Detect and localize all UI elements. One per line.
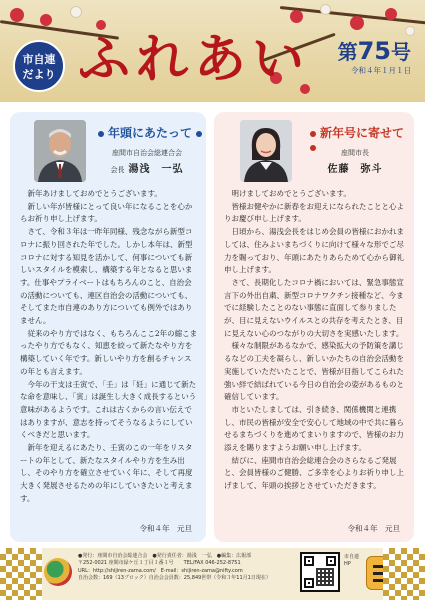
issue-date: 令和４年１月１日 xyxy=(351,66,411,75)
chairman-message xyxy=(10,112,206,542)
mayor-photo xyxy=(240,120,292,182)
chairman-role: 会長 xyxy=(110,166,125,174)
checker-pattern xyxy=(0,548,42,600)
paragraph: さて、令和３年は一昨年同様、残念ながら新型コロナに振り回された年でした。しかし本年は、新型コロナに対する知見を活かして、何事についても新しいスタイルを模索し、構築する年となると思います。仕事やプライベートはもちろんのこと、自治会の活動についても、連区自治会の活動についても、そしてまた市自連のあり方についても例外ではありません。 xyxy=(20,227,193,326)
checker-pattern xyxy=(383,548,425,600)
plum-blossom-icon xyxy=(385,8,397,20)
city-emblem-icon xyxy=(44,558,72,586)
masthead xyxy=(0,0,425,102)
title-dot-icon xyxy=(98,131,104,137)
address-line: 〒252-0021 座間市緑ケ丘１丁目１番１号 TEL/FAX 046-252-8751 xyxy=(78,560,241,567)
chairman-signoff: 令和４年 元旦 xyxy=(139,524,192,533)
chairman-title-text: 年頭にあたって xyxy=(108,126,193,140)
qr-label: 市自連HP xyxy=(344,554,360,567)
chairman-org: 座間市自治会総連合会 xyxy=(112,149,182,157)
stats-line: 自治会数：169（13ブロック）自治会会員数：25,849世帯（令和３年11月1日現在） xyxy=(78,574,271,581)
mayor-signoff: 令和４年 元旦 xyxy=(347,524,400,533)
qr-corner xyxy=(326,556,336,566)
issue-info xyxy=(337,37,411,76)
issue-number: 75 xyxy=(357,37,391,65)
portrait-icon xyxy=(240,120,292,182)
badge-line2: だより xyxy=(22,68,56,81)
chairman-body xyxy=(20,188,198,506)
portrait-icon xyxy=(34,120,86,182)
paragraph: 結びに、座間市自治会総連合会のさらなるご発展と、会員皆様のご健勝、ご多幸を心よりお祈り申し上げまして、年頭の挨拶とさせていただきます。 xyxy=(224,455,404,491)
mayor-name-line xyxy=(300,160,410,175)
mayor-org: 座間市長 xyxy=(341,149,369,157)
paragraph: 皆様お健やかに新春をお迎えになられたことと心よりお慶び申し上げます。 xyxy=(224,201,404,224)
plum-blossom-icon xyxy=(40,14,52,26)
issue-number-line xyxy=(337,37,411,65)
mayor-title-text: 新年号に寄せて xyxy=(320,126,405,140)
publisher-footer xyxy=(0,548,425,600)
paragraph: 日頃から、湯浅会長をはじめ会員の皆様におかれましては、住みよいまちづくりに向けて様々な形でご尽力を賜っており、年頭にあたりあらためて心から御礼申し上げます。 xyxy=(224,227,404,275)
plum-blossom-icon xyxy=(290,10,303,23)
chairman-name: 湯浅 一弘 xyxy=(128,164,184,175)
paragraph: 様々な制限があるなかで、感染拡大の予防策を講じるなどの工夫を凝らし、新しいかたちの自治会活動を実施していただいたことで、皆様が目指してこられた強い絆で結ばれている今日の自治会の姿があるものと確信しています。 xyxy=(224,341,404,402)
newsletter-badge xyxy=(13,40,65,92)
issue-prefix: 第 xyxy=(337,40,358,64)
chairman-name-line xyxy=(92,160,202,175)
paragraph: 従来のやり方ではなく、もちろんここ2年の縮こまったやり方でもなく、知恵を絞って新たなやり方を構築していく年です。新しいやり方を創るチャンスの年とも言えます。 xyxy=(20,328,198,376)
title-dot-icon xyxy=(310,131,316,137)
chairman-header xyxy=(10,112,206,184)
paragraph: 新年あけましておめでとうございます。 xyxy=(27,189,162,198)
publisher-line: ●発行：座間市自治会総連合会 ●発行責任者：湯浅 一弘 ●編集：広報部 xyxy=(78,553,252,559)
plum-blossom-icon xyxy=(70,6,82,18)
paragraph: さて、長期化したコロナ禍においては、緊急事態宣言下の外出自粛、新型コロナワクチン接種など、今までに経験したことのない事態に直面して参りましたが、目に見えないウイルスとの共存を考えたとき、目に見えない心のつながりの大切さを実感いたします。 xyxy=(224,277,404,338)
qr-code-icon[interactable] xyxy=(300,552,340,592)
chairman-photo xyxy=(34,120,86,182)
plum-blossom-icon xyxy=(320,4,331,15)
qr-modules xyxy=(316,568,334,586)
mayor-header xyxy=(214,112,414,184)
plum-blossom-icon xyxy=(405,26,415,36)
qr-corner xyxy=(304,578,314,588)
mayor-body xyxy=(224,188,406,493)
plum-blossom-icon xyxy=(350,16,364,30)
paragraph: 新年を迎えるにあたり、壬寅のこの一年をリスタートの年として、新たなスタイルやり方を生み出し、そのやり方を確立させていく年に、そして再度大きく発展させるための年にしていきたいと考えます。 xyxy=(20,443,193,503)
plum-blossom-icon xyxy=(10,8,24,22)
paragraph: 今年の干支は壬寅で、「壬」は「妊」に通じて新たな命を意味し、「寅」は誕生し大きく成長するという意味があるようです。これは古くからの言い伝えではありますが、意志を持ってそうなるようにしていくべきだと思います。 xyxy=(20,379,197,440)
badge-line1: 市自連 xyxy=(22,53,56,66)
contact-line[interactable]: URL：http://shijiren-zama.com/ E-mail：shijiren-zama@nifty.com xyxy=(78,567,243,574)
issue-suffix: 号 xyxy=(391,40,411,64)
newsletter-title: ふれあい xyxy=(78,29,311,90)
publisher-info xyxy=(78,553,300,582)
mayor-name: 佐藤 弥斗 xyxy=(327,164,383,175)
qr-corner xyxy=(304,556,314,566)
paragraph: 明けましておめでとうございます。 xyxy=(231,189,351,198)
paragraph: 新しい年が皆様にとって良い年になることを心からお祈り申し上げます。 xyxy=(20,201,193,224)
title-dot-icon xyxy=(196,131,202,137)
mayor-message xyxy=(214,112,414,542)
chairman-title xyxy=(94,126,206,140)
paragraph: 市といたしましては、引き続き、関係機関と連携し、市民の皆様が安全で安心して地域の中で共に暮らせるまちづくりを進めてまいりますので、皆様のお力添えを賜りますようお願い申し上げます。 xyxy=(224,404,404,453)
